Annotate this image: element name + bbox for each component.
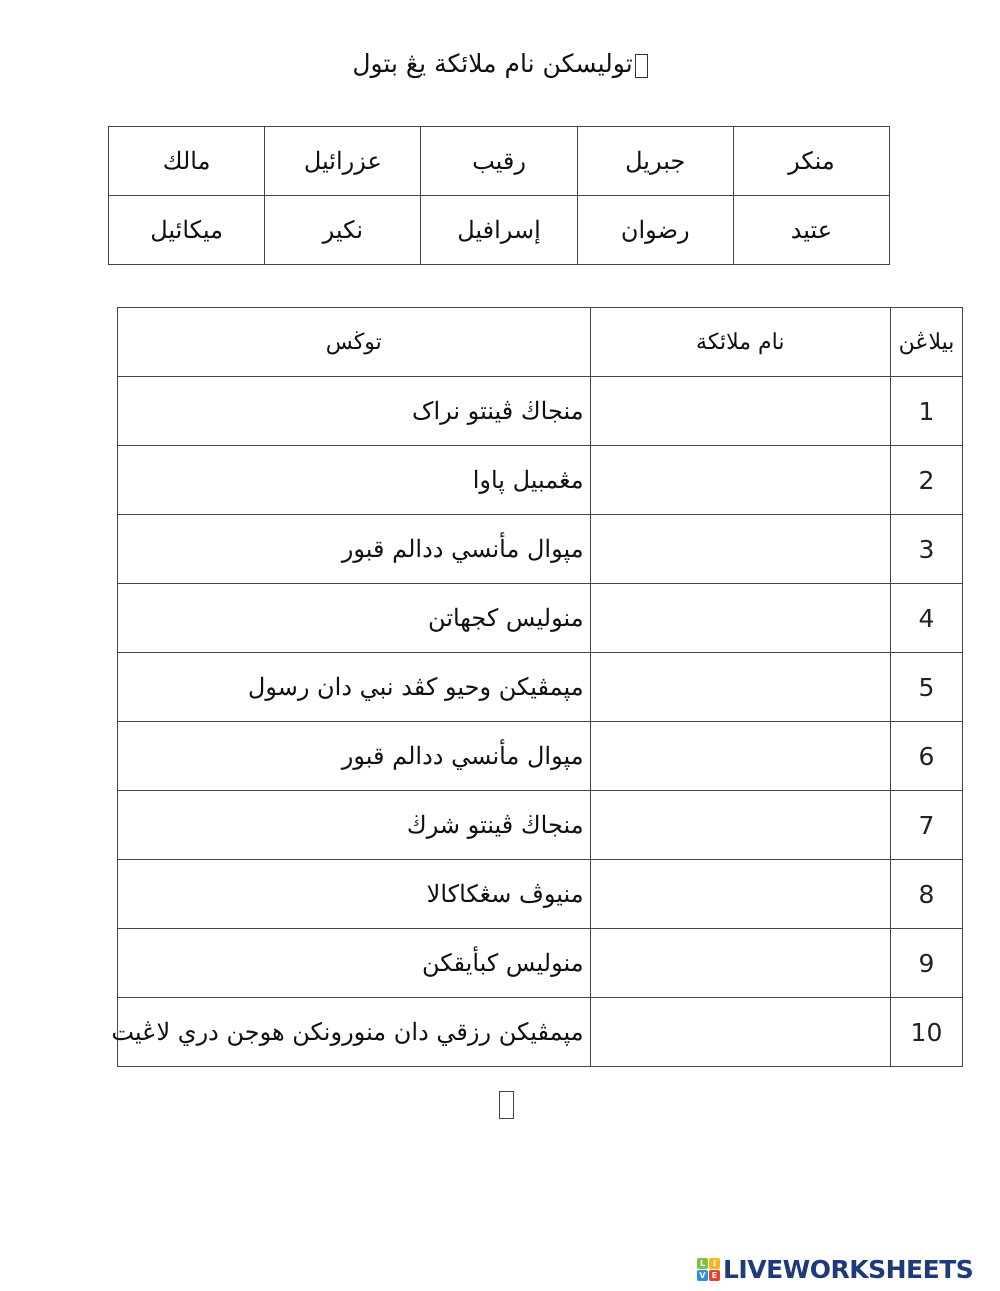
answer-cell[interactable] bbox=[590, 377, 890, 446]
word-bank-cell: عتيد bbox=[733, 196, 889, 265]
word-bank-cell: عزرائيل bbox=[265, 127, 421, 196]
task-text: مڽوال مأنسي ددالم قبور bbox=[118, 515, 591, 584]
answer-input[interactable] bbox=[591, 791, 890, 859]
quiz-row bbox=[118, 653, 963, 722]
answer-input[interactable] bbox=[591, 377, 890, 445]
answer-input[interactable] bbox=[591, 515, 890, 583]
word-bank-row bbox=[109, 127, 890, 196]
task-text: منوليس كجهاتن bbox=[118, 584, 591, 653]
quiz-row bbox=[118, 584, 963, 653]
worksheet-title-text: توليسكن نام ملائكة يڠ بتول bbox=[352, 49, 633, 78]
quiz-row bbox=[118, 929, 963, 998]
quiz-row bbox=[118, 791, 963, 860]
liveworksheets-brand bbox=[697, 1254, 973, 1284]
logo-letter-l: L bbox=[697, 1258, 708, 1269]
answer-input[interactable] bbox=[591, 653, 890, 721]
live-logo-icon bbox=[697, 1258, 720, 1281]
quiz-row bbox=[118, 998, 963, 1067]
quiz-row bbox=[118, 446, 963, 515]
logo-letter-i: I bbox=[709, 1258, 720, 1269]
word-bank-cell: ميكائيل bbox=[109, 196, 265, 265]
row-number: 4 bbox=[890, 584, 962, 653]
row-number: 5 bbox=[890, 653, 962, 722]
answer-cell[interactable] bbox=[590, 929, 890, 998]
logo-letter-e: E bbox=[709, 1270, 720, 1281]
answer-cell[interactable] bbox=[590, 722, 890, 791]
answer-cell[interactable] bbox=[590, 584, 890, 653]
word-bank-cell: رقيب bbox=[421, 127, 577, 196]
word-bank-cell: منكر bbox=[733, 127, 889, 196]
quiz-row bbox=[118, 377, 963, 446]
row-number: 10 bbox=[890, 998, 962, 1067]
task-text: مڠمبيل ڽاوا bbox=[118, 446, 591, 515]
row-number: 9 bbox=[890, 929, 962, 998]
row-number: 7 bbox=[890, 791, 962, 860]
task-text: مڽمڤيكن وحيو كڤد نبي دان رسول bbox=[118, 653, 591, 722]
word-bank-cell: رضوان bbox=[577, 196, 733, 265]
logo-letter-v: V bbox=[697, 1270, 708, 1281]
task-text: منوليس كبأيقكن bbox=[118, 929, 591, 998]
quiz-header-row bbox=[118, 308, 963, 377]
header-task: توڬس bbox=[118, 308, 591, 377]
answer-input[interactable] bbox=[591, 998, 890, 1066]
word-bank-cell: مالك bbox=[109, 127, 265, 196]
word-bank-cell: جبريل bbox=[577, 127, 733, 196]
answer-input[interactable] bbox=[591, 929, 890, 997]
word-bank-row bbox=[109, 196, 890, 265]
answer-cell[interactable] bbox=[590, 515, 890, 584]
row-number: 2 bbox=[890, 446, 962, 515]
quiz-table bbox=[111, 307, 963, 1067]
answer-input[interactable] bbox=[591, 584, 890, 652]
row-number: 8 bbox=[890, 860, 962, 929]
quiz-row bbox=[118, 722, 963, 791]
task-text: منجاڬ ڤينتو شرڬ bbox=[118, 791, 591, 860]
header-number: بيلاڠن bbox=[890, 308, 962, 377]
task-text: مڽوال مأنسي ددالم قبور bbox=[118, 722, 591, 791]
answer-input[interactable] bbox=[591, 722, 890, 790]
answer-cell[interactable] bbox=[590, 791, 890, 860]
task-text: منجاڬ ڤينتو نراک bbox=[118, 377, 591, 446]
worksheet-title bbox=[0, 42, 1000, 86]
missing-glyph-icon bbox=[635, 54, 648, 78]
word-bank-cell: إسرافيل bbox=[421, 196, 577, 265]
word-bank-cell: نكير bbox=[265, 196, 421, 265]
row-number: 6 bbox=[890, 722, 962, 791]
header-angel-name: نام ملائكة bbox=[590, 308, 890, 377]
answer-cell[interactable] bbox=[590, 653, 890, 722]
answer-cell[interactable] bbox=[590, 860, 890, 929]
brand-name: LIVEWORKSHEETS bbox=[723, 1254, 974, 1284]
missing-glyph-icon bbox=[499, 1091, 514, 1119]
task-text: مڽمڤيكن رزقي دان منورونكن هوجن دري لاڠيت bbox=[118, 998, 591, 1067]
row-number: 3 bbox=[890, 515, 962, 584]
answer-cell[interactable] bbox=[590, 998, 890, 1067]
quiz-row bbox=[118, 515, 963, 584]
word-bank-table bbox=[108, 126, 890, 265]
answer-cell[interactable] bbox=[590, 446, 890, 515]
row-number: 1 bbox=[890, 377, 962, 446]
task-text: منيوڤ سڠكاكالا bbox=[118, 860, 591, 929]
quiz-row bbox=[118, 860, 963, 929]
answer-input[interactable] bbox=[591, 446, 890, 514]
answer-input[interactable] bbox=[591, 860, 890, 928]
